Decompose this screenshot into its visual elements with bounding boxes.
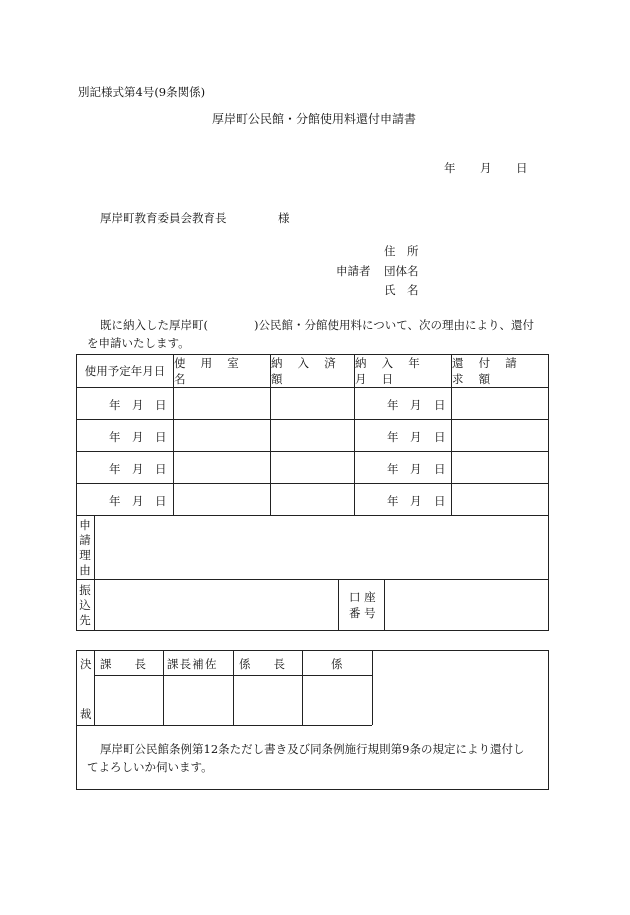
row4-pay-year: 年 (387, 494, 399, 508)
approval-label-top: 決 (80, 657, 92, 671)
row4-use-year: 年 (109, 494, 121, 508)
approval-header-section-chief: 課 長 (100, 657, 146, 671)
row2-pay-year: 年 (387, 430, 399, 444)
row1-pay-month: 月 (410, 398, 422, 412)
form-label: 別記様式第4号(9条関係) (78, 85, 206, 99)
approval-note-line1: 厚岸町公民館条例第12条ただし書き及び同条例施行規則第9条の規定により還付し (100, 742, 525, 756)
row3-use-year: 年 (109, 462, 121, 476)
header-payment-date: 納 入 年 月 日 (355, 356, 426, 386)
page-title: 厚岸町公民館・分館使用料還付申請書 (212, 112, 417, 126)
approval-header-deputy-chief: 課長補佐 (167, 657, 218, 671)
row1-pay-day: 日 (434, 398, 446, 412)
header-room-name: 使 用 室 名 (174, 356, 245, 386)
applicant-address-label: 住 所 (384, 244, 419, 258)
row1-use-month: 月 (132, 398, 144, 412)
row4-use-day: 日 (155, 494, 167, 508)
row3-pay-day: 日 (434, 462, 446, 476)
row4-use-month: 月 (132, 494, 144, 508)
row4-pay-day: 日 (434, 494, 446, 508)
approval-label-bottom: 裁 (80, 707, 92, 721)
body-text-line2: を申請いたします。 (87, 336, 190, 350)
date-month: 月 (480, 161, 492, 175)
body-text-line1: 既に納入した厚岸町( )公民館・分館使用料について、次の理由により、還付 (100, 318, 535, 332)
row1-use-day: 日 (155, 398, 167, 412)
date-year: 年 (444, 161, 456, 175)
row3-pay-month: 月 (410, 462, 422, 476)
row3-use-day: 日 (155, 462, 167, 476)
row4-pay-month: 月 (410, 494, 422, 508)
header-paid-amount: 納 入 済 額 (271, 356, 342, 386)
row2-pay-day: 日 (434, 430, 446, 444)
header-refund-amount: 還 付 請 求 額 (452, 356, 523, 386)
row1-pay-year: 年 (387, 398, 399, 412)
account-label-line2: 番 号 (349, 606, 376, 620)
transfer-label: 振 込 先 (79, 583, 91, 627)
row3-pay-year: 年 (387, 462, 399, 476)
reason-label: 申 請 理 由 (79, 518, 91, 577)
applicant-group-label: 団体名 (384, 264, 419, 278)
addressee: 厚岸町教育委員会教育長 (100, 211, 227, 225)
approval-header-staff: 係 (331, 657, 343, 671)
row2-use-year: 年 (109, 430, 121, 444)
date-day: 日 (516, 161, 528, 175)
addressee-suffix: 様 (278, 211, 290, 225)
row1-use-year: 年 (109, 398, 121, 412)
approval-header-subsection-chief: 係 長 (239, 657, 285, 671)
row2-use-month: 月 (132, 430, 144, 444)
row3-use-month: 月 (132, 462, 144, 476)
applicant-label: 申請者 (336, 264, 371, 278)
approval-note-line2: てよろしいか伺います。 (87, 760, 213, 774)
row2-pay-month: 月 (410, 430, 422, 444)
account-label-line1: 口 座 (349, 590, 376, 604)
header-use-date: 使用予定年月日 (84, 364, 166, 378)
applicant-name-label: 氏 名 (384, 283, 419, 297)
row2-use-day: 日 (155, 430, 167, 444)
